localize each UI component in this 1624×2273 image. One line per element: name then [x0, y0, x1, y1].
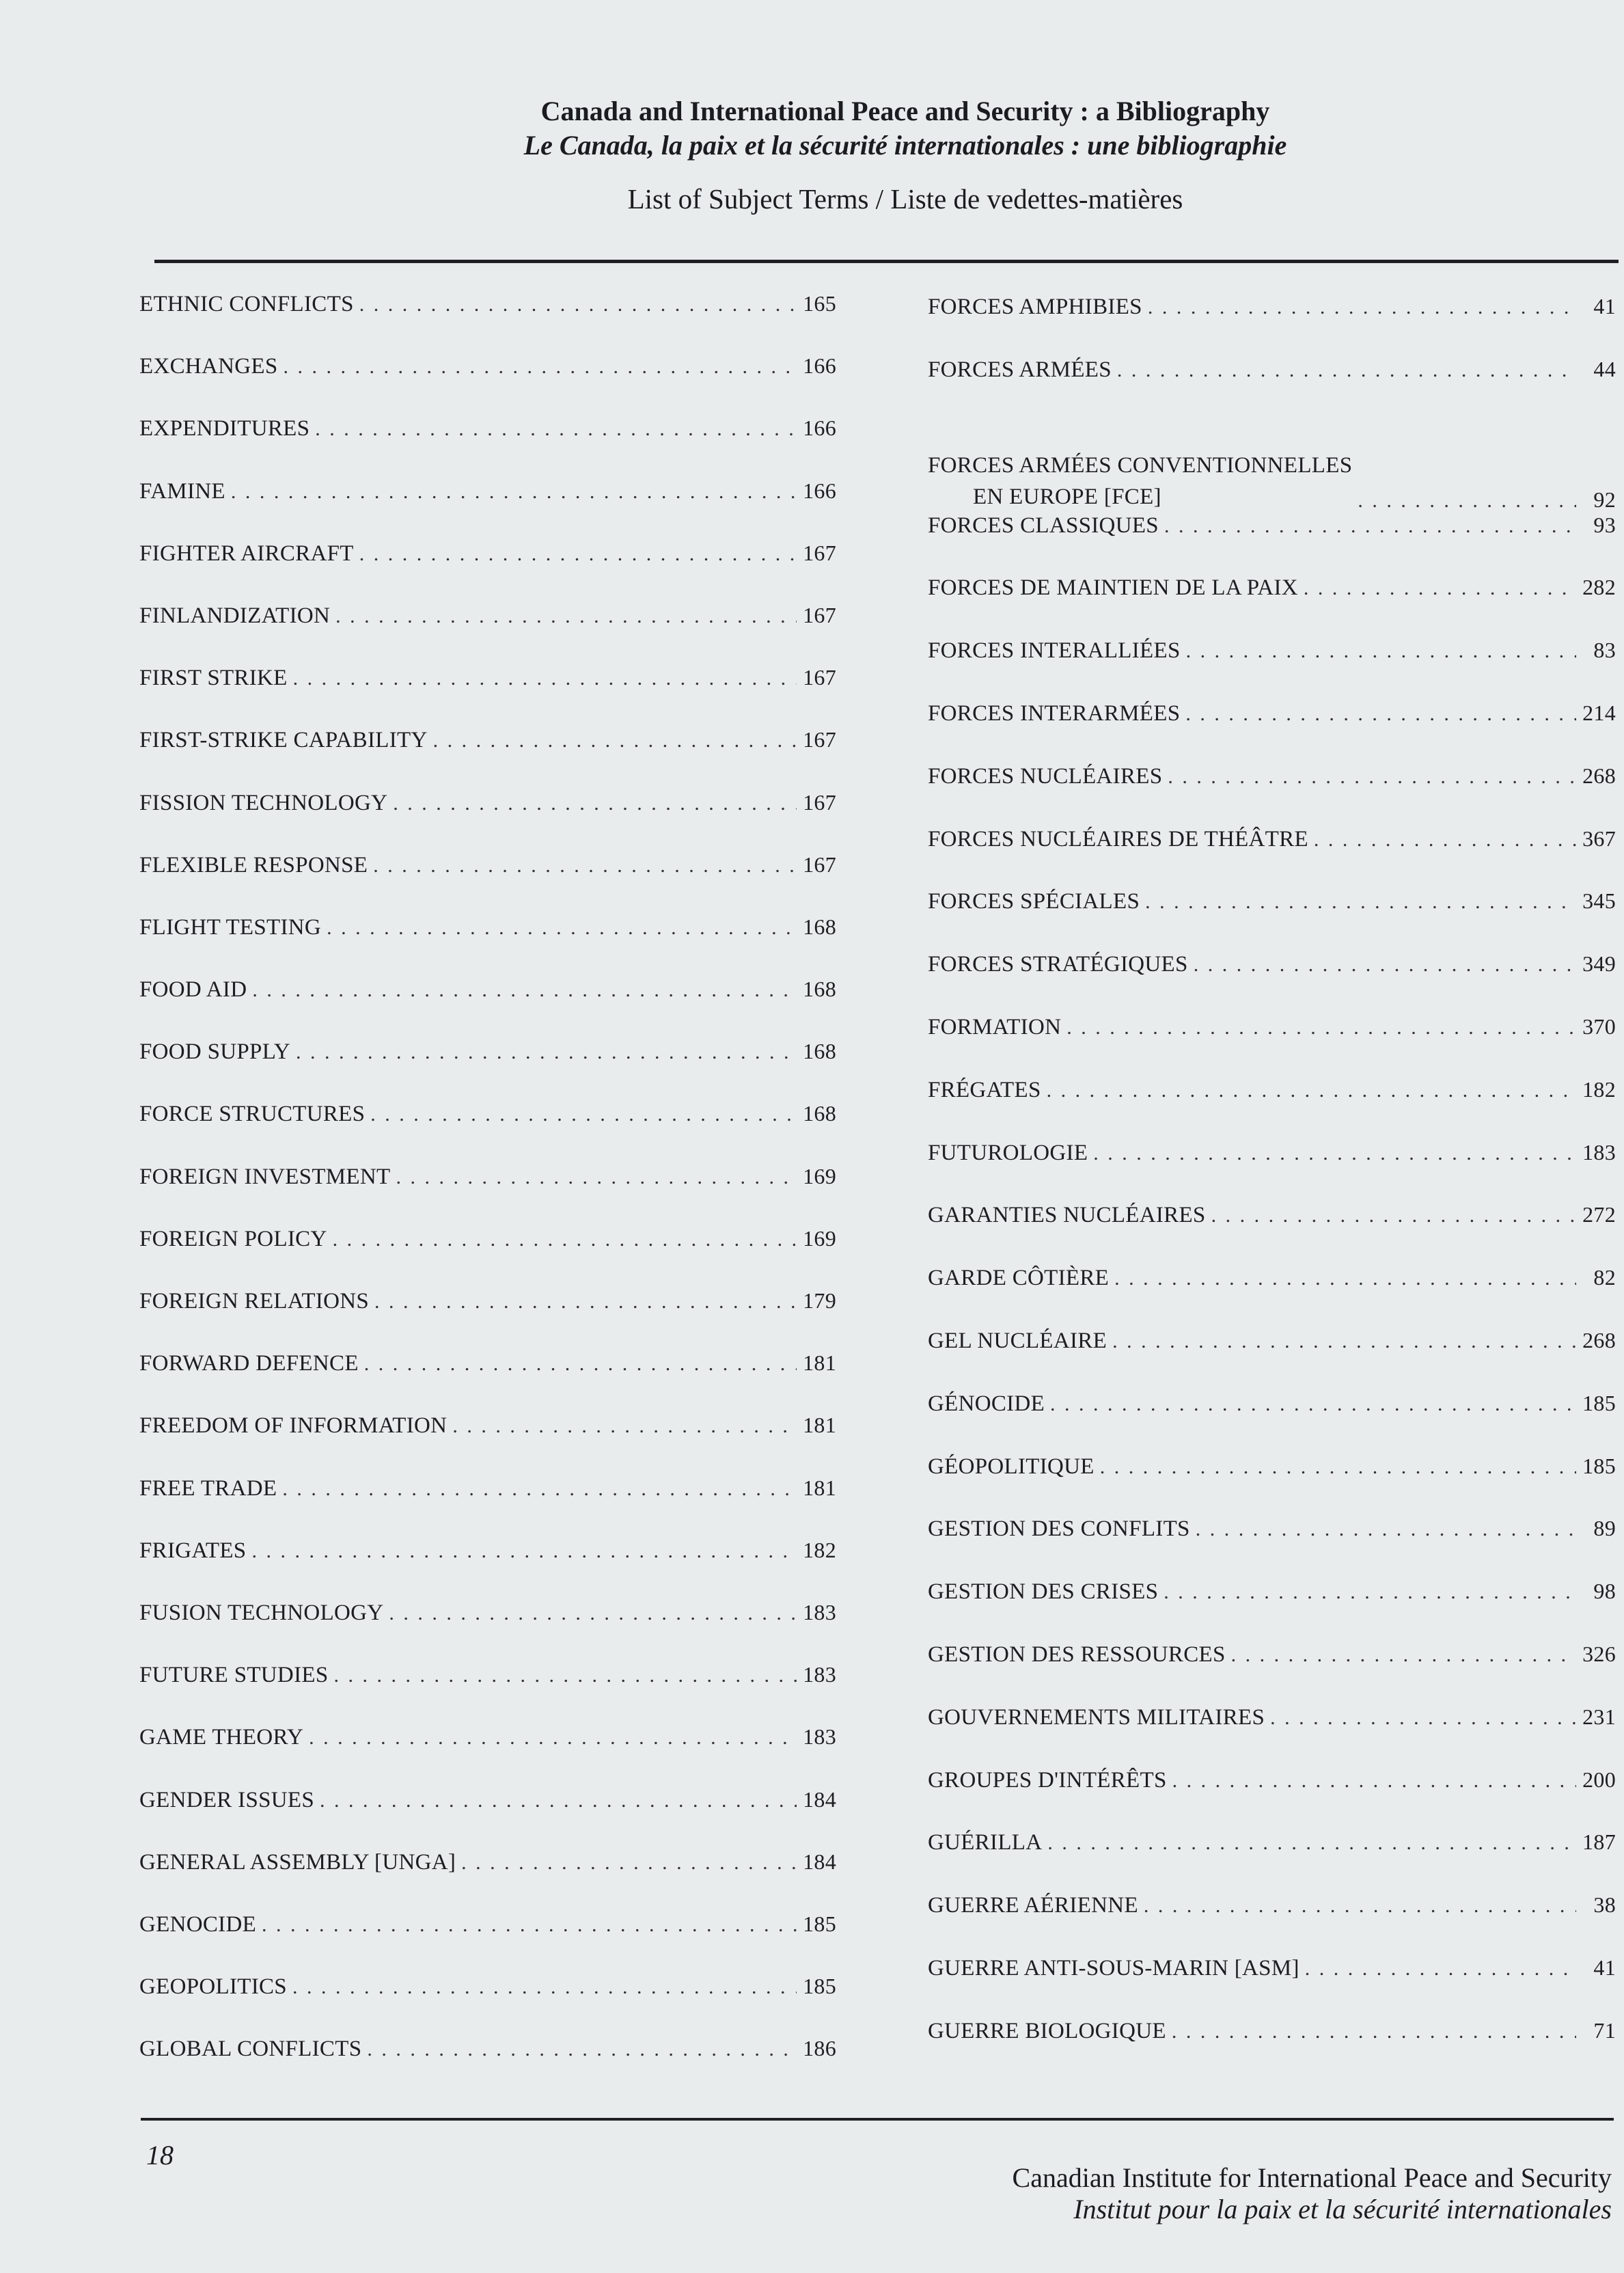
dot-leader — [333, 1664, 797, 1687]
dot-leader — [374, 1290, 797, 1314]
bottom-rule — [141, 2118, 1614, 2121]
dot-leader — [262, 1914, 797, 1937]
dot-leader — [293, 667, 797, 690]
index-entry — [928, 1892, 1616, 1955]
dot-leader — [1358, 489, 1576, 513]
index-entry — [928, 1704, 1616, 1767]
index-term: FIGHTER AIRCRAFT — [139, 541, 354, 566]
publisher-french: Institut pour la paix et la sécurité internationales — [1073, 2194, 1612, 2224]
index-entry — [928, 357, 1616, 420]
index-entry — [139, 665, 836, 727]
page-reference: 181 — [803, 1413, 836, 1438]
index-entry — [928, 1391, 1616, 1454]
dot-leader — [1164, 1581, 1576, 1604]
page-reference: 182 — [1582, 1076, 1616, 1102]
dot-leader — [282, 1478, 797, 1501]
dot-leader — [393, 792, 797, 815]
page-reference: 89 — [1593, 1516, 1616, 1541]
index-term: GENOCIDE — [139, 1911, 257, 1937]
index-entry — [139, 914, 836, 977]
index-term: FORCE STRUCTURES — [139, 1102, 366, 1127]
page-reference: 166 — [803, 416, 836, 441]
dot-leader — [367, 2038, 797, 2061]
dot-leader — [1093, 1142, 1576, 1165]
left-column — [139, 291, 836, 2098]
index-entry — [928, 1516, 1616, 1579]
index-term: GROUPES D'INTÉRÊTS — [928, 1767, 1167, 1793]
page-reference: 167 — [803, 540, 836, 565]
dot-leader — [1186, 640, 1576, 663]
page-reference: 167 — [803, 852, 836, 877]
index-term: FREEDOM OF INFORMATION — [139, 1413, 448, 1439]
dot-leader — [1144, 1894, 1576, 1918]
dot-leader — [292, 1976, 797, 1999]
index-entry — [928, 2018, 1616, 2081]
footer — [1013, 2162, 1612, 2225]
dot-leader — [373, 854, 797, 877]
index-entry — [928, 575, 1616, 638]
index-term: FORMATION — [928, 1014, 1062, 1039]
index-entry — [139, 1849, 836, 1911]
page-reference: 186 — [803, 2036, 836, 2061]
index-entry — [139, 1974, 836, 2036]
dot-leader — [389, 1602, 797, 1625]
dot-leader — [320, 1789, 797, 1812]
index-term: FORCES NUCLÉAIRES DE THÉÂTRE — [928, 826, 1308, 852]
dot-leader — [296, 1041, 797, 1064]
page-reference: 83 — [1593, 638, 1616, 663]
page-reference: 184 — [803, 1786, 836, 1812]
index-entry — [139, 1538, 836, 1600]
dot-leader — [315, 418, 797, 441]
index-entry — [928, 1265, 1616, 1328]
index-term: FRÉGATES — [928, 1077, 1041, 1102]
index-entry — [928, 1454, 1616, 1516]
index-term: GESTION DES RESSOURCES — [928, 1642, 1226, 1667]
index-term: FISSION TECHNOLOGY — [139, 790, 388, 815]
index-entry — [928, 420, 1616, 513]
dot-leader — [1066, 1016, 1576, 1039]
index-term: GUERRE BIOLOGIQUE — [928, 2018, 1166, 2043]
index-entry — [928, 763, 1616, 826]
title-block — [0, 94, 1624, 216]
index-entry — [139, 977, 836, 1039]
page-reference: 185 — [803, 1911, 836, 1936]
index-term: FUTUROLOGIE — [928, 1140, 1088, 1165]
index-entry — [139, 852, 836, 914]
subtitle: List of Subject Terms / Liste de vedettes-matières — [627, 183, 1183, 215]
dot-leader — [327, 916, 797, 940]
index-term: GESTION DES CRISES — [928, 1579, 1159, 1605]
page-reference: 167 — [803, 727, 836, 752]
index-term: FORCES ARMÉES — [928, 357, 1112, 382]
page-reference: 231 — [1582, 1704, 1616, 1729]
index-entry — [139, 291, 836, 353]
title-english: Canada and International Peace and Security : a Bibliography — [540, 96, 1270, 126]
page-reference: 41 — [1593, 294, 1616, 318]
page-reference: 168 — [803, 977, 836, 1002]
dot-leader — [370, 1103, 797, 1126]
dot-leader — [452, 1415, 797, 1438]
index-entry — [139, 603, 836, 665]
dot-leader — [396, 1166, 797, 1189]
index-term: FAMINE — [139, 478, 225, 504]
dot-leader — [1047, 1079, 1576, 1102]
page-reference: 183 — [803, 1599, 836, 1624]
page-reference: 182 — [803, 1537, 836, 1562]
index-term: EXPENDITURES — [139, 416, 310, 441]
index-entry — [928, 1579, 1616, 1642]
dot-leader — [1172, 2020, 1576, 2043]
index-entry — [928, 1328, 1616, 1391]
page-reference: 165 — [803, 291, 836, 316]
dot-leader — [251, 1540, 797, 1563]
index-term-line1: FORCES ARMÉES CONVENTIONNELLES — [928, 452, 1353, 478]
page-reference: 200 — [1582, 1767, 1616, 1792]
page-reference: 169 — [803, 1163, 836, 1188]
index-term: GARANTIES NUCLÉAIRES — [928, 1203, 1206, 1228]
dot-leader — [309, 1726, 797, 1750]
dot-leader — [1196, 1518, 1576, 1541]
index-entry — [139, 1911, 836, 1974]
index-term: FORCES SPÉCIALES — [928, 889, 1140, 914]
dot-leader — [461, 1851, 797, 1875]
index-term: FOOD AID — [139, 977, 247, 1003]
index-entry — [139, 1164, 836, 1226]
page-reference: 214 — [1582, 700, 1616, 725]
index-term: FLEXIBLE RESPONSE — [139, 852, 368, 877]
index-term: FORCES NUCLÉAIRES — [928, 763, 1163, 789]
index-entry — [139, 790, 836, 852]
index-entry — [139, 1787, 836, 1849]
page-reference: 44 — [1593, 356, 1616, 381]
index-entry — [928, 1955, 1616, 2018]
dot-leader — [284, 355, 797, 379]
page-number: 18 — [146, 2140, 174, 2170]
index-term: FIRST STRIKE — [139, 666, 288, 691]
index-term: FORCES CLASSIQUES — [928, 513, 1159, 538]
right-column — [928, 294, 1616, 2081]
index-term: GLOBAL CONFLICTS — [139, 2037, 362, 2062]
dot-leader — [333, 1228, 797, 1251]
index-term: GUÉRILLA — [928, 1830, 1043, 1855]
index-entry — [139, 478, 836, 541]
page-reference: 169 — [803, 1225, 836, 1251]
page-reference: 183 — [803, 1662, 836, 1687]
index-term: FRIGATES — [139, 1538, 247, 1563]
dot-leader — [433, 729, 797, 752]
dot-leader — [1145, 890, 1576, 914]
index-term: GÉOPOLITIQUE — [928, 1454, 1095, 1479]
page-reference: 349 — [1582, 951, 1616, 977]
dot-leader — [1050, 1393, 1576, 1416]
page-reference: 181 — [803, 1475, 836, 1500]
index-term: FOREIGN RELATIONS — [139, 1289, 370, 1314]
index-entry — [928, 1642, 1616, 1704]
index-term: FOOD SUPPLY — [139, 1039, 290, 1065]
dot-leader — [231, 480, 797, 504]
index-entry — [139, 1039, 836, 1101]
index-entry — [928, 1202, 1616, 1265]
index-term: EXCHANGES — [139, 354, 278, 379]
dot-leader — [1114, 1267, 1576, 1290]
index-term: FORCES STRATÉGIQUES — [928, 952, 1188, 977]
dot-leader — [1100, 1456, 1576, 1479]
page-reference: 183 — [803, 1724, 836, 1750]
index-term: GOUVERNEMENTS MILITAIRES — [928, 1704, 1265, 1730]
dot-leader — [1117, 359, 1576, 382]
page-reference: 367 — [1582, 826, 1616, 851]
dot-leader — [1148, 296, 1576, 319]
index-entry — [139, 416, 836, 478]
index-term: GENERAL ASSEMBLY [UNGA] — [139, 1849, 456, 1875]
index-term-line2: EN EUROPE [FCE] — [973, 484, 1161, 509]
index-term — [928, 450, 1352, 513]
page-reference: 41 — [1593, 1955, 1616, 1980]
index-entry — [139, 1662, 836, 1724]
index-term: FUTURE STUDIES — [139, 1663, 329, 1688]
page-reference: 185 — [803, 1974, 836, 1999]
dot-leader — [1185, 703, 1576, 726]
dot-leader — [1305, 1957, 1576, 1981]
page-reference: 187 — [1582, 1829, 1616, 1855]
page-reference: 92 — [1593, 487, 1616, 512]
page-reference: 98 — [1593, 1579, 1616, 1604]
index-term: GAME THEORY — [139, 1725, 304, 1750]
publisher-english: Canadian Institute for International Peace and Security — [1012, 2162, 1612, 2193]
dot-leader — [1231, 1644, 1576, 1667]
index-term: FOREIGN INVESTMENT — [139, 1164, 391, 1189]
index-term: ETHNIC CONFLICTS — [139, 292, 354, 316]
index-entry — [928, 638, 1616, 700]
page-reference: 168 — [803, 914, 836, 939]
index-entry — [139, 1475, 836, 1538]
index-term: GUERRE AÉRIENNE — [928, 1893, 1138, 1918]
index-entry — [139, 541, 836, 603]
index-term: GEL NUCLÉAIRE — [928, 1328, 1107, 1353]
page-reference: 183 — [1582, 1139, 1616, 1165]
title-french: Le Canada, la paix et la sécurité internationales : une bibliographie — [523, 130, 1287, 161]
index-entry — [139, 1350, 836, 1413]
index-entry — [928, 1829, 1616, 1892]
page-reference: 268 — [1582, 1327, 1616, 1352]
page-reference: 326 — [1582, 1641, 1616, 1666]
page-reference: 345 — [1582, 888, 1616, 914]
page-reference: 185 — [1582, 1390, 1616, 1415]
index-term: FORCES AMPHIBIES — [928, 295, 1142, 319]
dot-leader — [1314, 828, 1576, 852]
dot-leader — [359, 543, 797, 566]
index-entry — [928, 1767, 1616, 1830]
index-term: GESTION DES CONFLITS — [928, 1516, 1190, 1542]
page-reference: 272 — [1582, 1202, 1616, 1227]
index-term: FIRST-STRIKE CAPABILITY — [139, 728, 428, 753]
page-reference: 282 — [1582, 575, 1616, 600]
page-reference: 167 — [803, 789, 836, 815]
dot-leader — [1270, 1706, 1576, 1730]
page-reference: 370 — [1582, 1013, 1616, 1039]
index-entry — [928, 294, 1616, 357]
page-reference: 167 — [803, 665, 836, 690]
dot-leader — [1047, 1832, 1576, 1855]
dot-leader — [1168, 765, 1576, 789]
dot-leader — [1112, 1330, 1576, 1353]
index-term: FUSION TECHNOLOGY — [139, 1600, 384, 1625]
dot-leader — [252, 979, 797, 1002]
index-term: GENDER ISSUES — [139, 1787, 315, 1812]
dot-leader — [1172, 1769, 1576, 1793]
index-term: FORCES DE MAINTIEN DE LA PAIX — [928, 575, 1298, 601]
index-entry — [928, 951, 1616, 1014]
index-term: GEOPOLITICS — [139, 1974, 287, 2000]
index-entry — [139, 353, 836, 416]
page-reference: 71 — [1593, 2017, 1616, 2043]
dot-leader — [359, 293, 797, 316]
dot-leader — [1164, 515, 1576, 538]
dot-leader — [1211, 1204, 1576, 1227]
page-reference: 82 — [1593, 1265, 1616, 1290]
index-entry — [139, 1226, 836, 1288]
index-entry — [139, 1724, 836, 1786]
page-reference: 38 — [1593, 1892, 1616, 1918]
dot-leader — [364, 1352, 797, 1376]
page-reference: 168 — [803, 1039, 836, 1064]
index-term: FORCES INTERARMÉES — [928, 700, 1181, 726]
index-entry — [139, 1600, 836, 1662]
index-entry — [139, 2036, 836, 2098]
index-term: FORWARD DEFENCE — [139, 1351, 359, 1376]
index-entry — [139, 1413, 836, 1475]
index-entry — [928, 1140, 1616, 1203]
index-entry — [928, 888, 1616, 951]
index-term: GÉNOCIDE — [928, 1391, 1045, 1416]
page-reference: 166 — [803, 353, 836, 379]
index-term: FREE TRADE — [139, 1475, 277, 1501]
page-reference: 181 — [803, 1350, 836, 1376]
page-reference: 168 — [803, 1101, 836, 1126]
page-reference: 268 — [1582, 763, 1616, 788]
page-reference: 179 — [803, 1288, 836, 1313]
page-reference: 166 — [803, 478, 836, 503]
index-entry — [928, 513, 1616, 575]
index-entry — [928, 1014, 1616, 1077]
index-entry — [928, 826, 1616, 889]
top-rule — [154, 260, 1619, 263]
index-entry — [139, 1288, 836, 1350]
index-term: FLIGHT TESTING — [139, 914, 322, 940]
index-term: FORCES INTERALLIÉES — [928, 638, 1181, 664]
dot-leader — [335, 605, 797, 628]
index-entry — [928, 1077, 1616, 1140]
index-term: FINLANDIZATION — [139, 603, 331, 628]
dot-leader — [1304, 577, 1576, 600]
index-entry — [928, 700, 1616, 763]
page-reference: 184 — [803, 1849, 836, 1874]
page-reference: 185 — [1582, 1453, 1616, 1478]
index-term: GARDE CÔTIÈRE — [928, 1266, 1110, 1291]
index-term: GUERRE ANTI-SOUS-MARIN [ASM] — [928, 1955, 1299, 1981]
index-term: FOREIGN POLICY — [139, 1226, 327, 1251]
index-entry — [139, 727, 836, 789]
index-entry — [139, 1101, 836, 1163]
page-reference: 93 — [1593, 512, 1616, 537]
page-reference: 167 — [803, 602, 836, 627]
dot-leader — [1194, 953, 1576, 977]
